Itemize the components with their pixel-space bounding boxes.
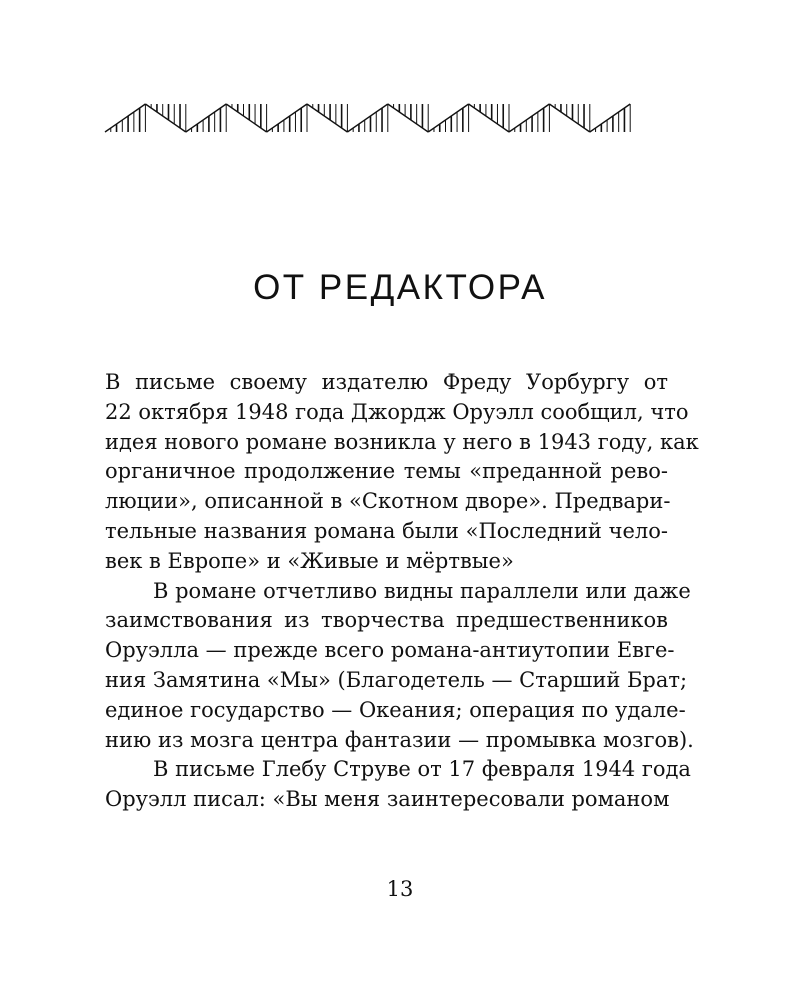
zigzag-ornament-icon [103,101,669,135]
zigzag-segment [105,104,145,132]
text-line: Оруэлл писал: «Вы меня заинтересовали романом [105,787,670,812]
text-line: нию из мозга центра фантазии — промывка мозгов). [105,727,694,752]
zigzag-segment [186,104,226,132]
body-text [105,368,699,815]
zigzag-segment [509,104,549,132]
zigzag-segment [307,104,347,132]
text-line: идея нового романе возникла у него в 1943 году, как [105,429,699,454]
page-title: ОТ РЕДАКТОРА [253,268,547,307]
zigzag-segment [226,104,266,132]
zigzag-segment [428,104,468,132]
zigzag-segment [347,104,387,132]
zigzag-segment [469,104,509,132]
text-line: заимствования из творчества предшественников [105,608,668,633]
text-line: органичное продолжение темы «преданной рево- [105,459,668,484]
text-line: Оруэлла — прежде всего романа-антиутопии Евге- [105,638,675,663]
page-number: 13 [386,877,414,901]
text-line: ния Замятина «Мы» (Благодетель — Старший Брат; [105,667,688,692]
text-line: тельные названия романа были «Последний чело- [105,518,668,543]
text-line: люции», описанной в «Скотном дворе». Предвари- [105,489,671,514]
text-line: 22 октября 1948 года Джордж Оруэлл сообщил, что [105,399,689,424]
zigzag-segment [145,104,185,132]
text-line: единое государство — Океания; операция по удале- [105,697,686,722]
text-line: В письме своему издателю Фреду Уорбургу от [105,370,668,394]
zigzag-segment [549,104,589,132]
text-line: В романе отчетливо видны параллели или даже [153,578,691,603]
zigzag-segment [267,104,307,132]
zigzag-segment [388,104,428,132]
text-line: век в Европе» и «Живые и мёртвые» [105,548,514,573]
zigzag-segment [590,104,630,132]
text-line: В письме Глебу Струве от 17 февраля 1944 года [153,757,691,782]
